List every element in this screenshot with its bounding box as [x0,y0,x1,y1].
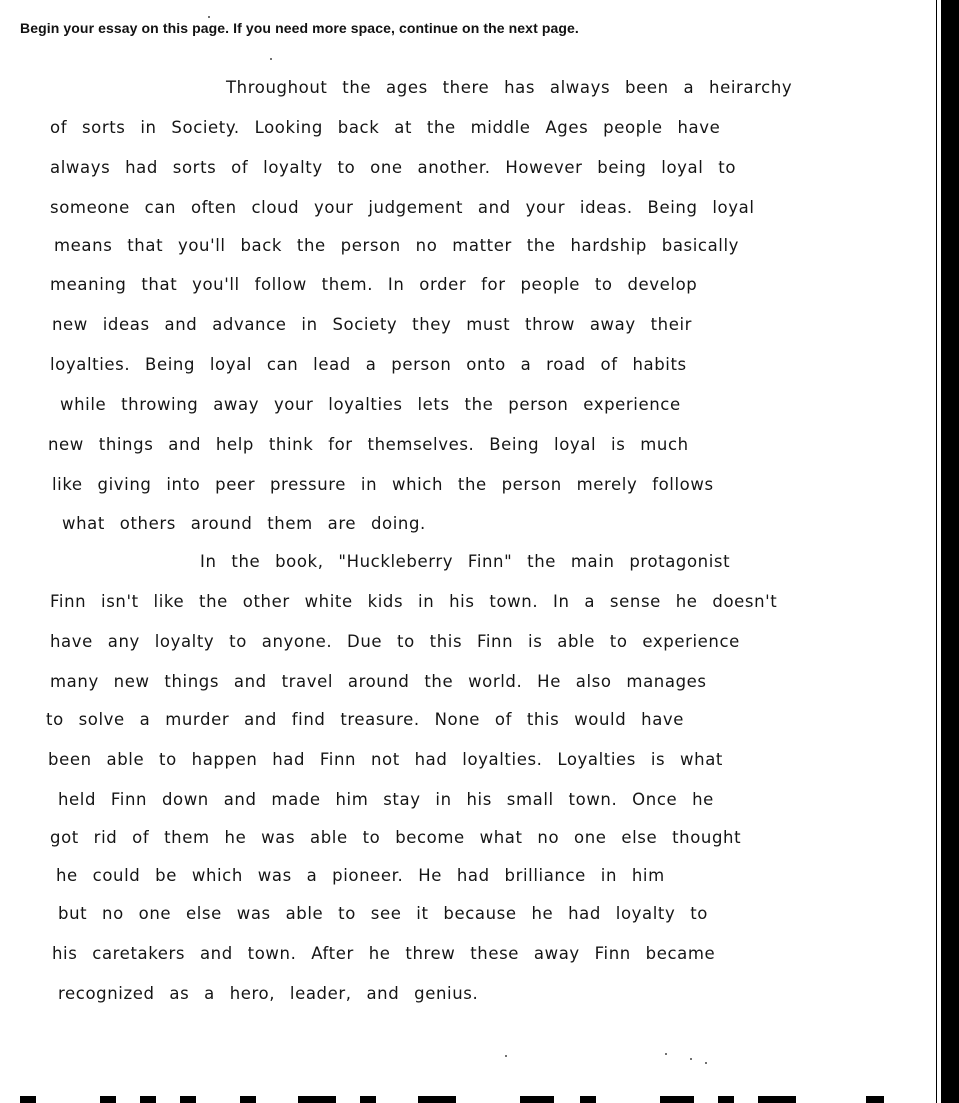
essay-line: recognized as a hero, leader, and genius. [58,984,479,1003]
scan-speck [208,16,210,18]
scan-speck [705,1062,707,1064]
timing-mark [180,1096,196,1103]
timing-mark [140,1096,156,1103]
essay-line: many new things and travel around the world. He also manages [50,672,707,691]
timing-mark [240,1096,256,1103]
timing-mark [20,1096,36,1103]
essay-line: to solve a murder and find treasure. None of this would have [46,710,685,729]
page-instruction: Begin your essay on this page. If you need more space, continue on the next page. [20,20,579,36]
timing-mark [360,1096,376,1103]
essay-line: Throughout the ages there has always been a heirarchy [226,78,793,97]
essay-line: while throwing away your loyalties lets the person experience [60,395,681,414]
essay-line: but no one else was able to see it because he had loyalty to [58,904,708,923]
scan-speck [665,1053,667,1055]
timing-mark [100,1096,116,1103]
essay-line: got rid of them he was able to become what no one else thought [50,828,742,847]
essay-line: been able to happen had Finn not had loyalties. Loyalties is what [48,750,723,769]
essay-line: always had sorts of loyalty to one another. However being loyal to [50,158,737,177]
essay-line: new things and help think for themselves. Being loyal is much [48,435,689,454]
essay-line: have any loyalty to anyone. Due to this Finn is able to experience [50,632,740,651]
timing-mark [418,1096,456,1103]
essay-line: someone can often cloud your judgement and your ideas. Being loyal [50,198,755,217]
right-margin-line [936,0,937,1103]
timing-mark [580,1096,596,1103]
essay-line: held Finn down and made him stay in his small town. Once he [58,790,714,809]
timing-mark [660,1096,694,1103]
timing-mark [520,1096,554,1103]
essay-line: his caretakers and town. After he threw these away Finn became [52,944,716,963]
essay-line: meaning that you'll follow them. In order for people to develop [50,275,698,294]
essay-line: means that you'll back the person no matter the hardship basically [54,236,740,255]
essay-line: loyalties. Being loyal can lead a person onto a road of habits [50,355,687,374]
essay-line: of sorts in Society. Looking back at the middle Ages people have [50,118,721,137]
scan-speck [690,1058,692,1060]
timing-mark [758,1096,796,1103]
scan-speck [270,58,272,60]
essay-line: In the book, "Huckleberry Finn" the main protagonist [200,552,731,571]
essay-line: Finn isn't like the other white kids in his town. In a sense he doesn't [50,592,778,611]
timing-mark [718,1096,734,1103]
right-margin-bar [941,0,959,1103]
timing-mark [866,1096,884,1103]
essay-line: new ideas and advance in Society they must throw away their [52,315,693,334]
scan-speck [505,1055,507,1057]
essay-line: like giving into peer pressure in which the person merely follows [52,475,714,494]
timing-mark [298,1096,336,1103]
essay-line: what others around them are doing. [62,514,426,533]
essay-line: he could be which was a pioneer. He had brilliance in him [56,866,665,885]
